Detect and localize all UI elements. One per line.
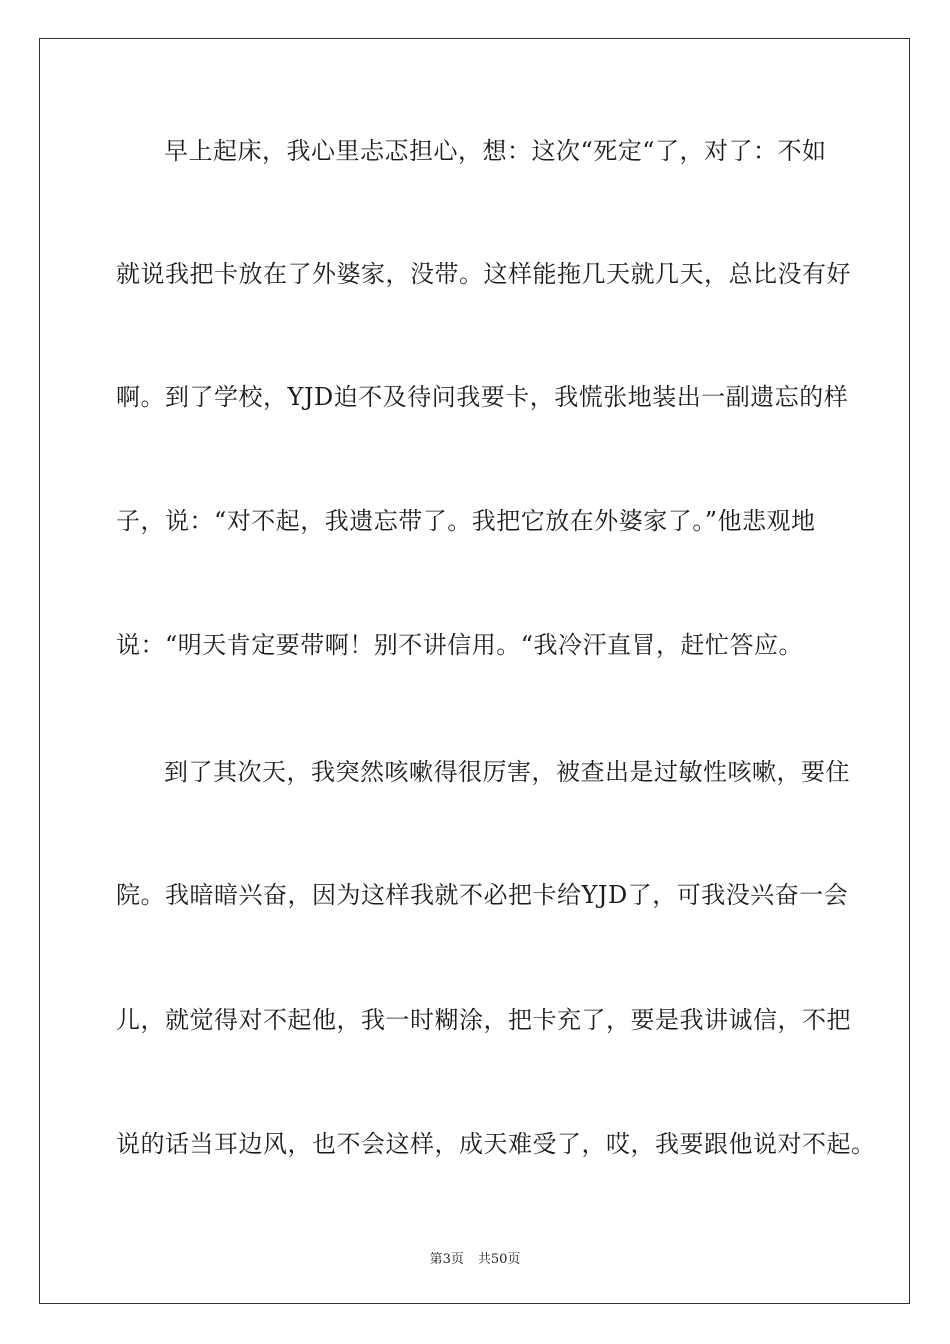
page-footer: [0, 1248, 950, 1267]
page-border: [39, 38, 910, 1304]
text-line-1: 早上起床，我心里忐忑担心，想：这次“死定“了，对了：不如: [164, 137, 827, 165]
text-line-6: 到了其次天，我突然咳嗽得很厉害，被查出是过敏性咳嗽，要住: [164, 758, 850, 786]
text-line-3: 啊。到了学校，YJD迫不及待问我要卡，我慌张地装出一副遗忘的样: [116, 383, 849, 411]
page-total: 共50页: [477, 1252, 521, 1267]
page-number: 第3页: [429, 1252, 464, 1267]
text-line-5: 说：“明天肯定要带啊！别不讲信用。“我冷汗直冒，赶忙答应。: [116, 631, 804, 659]
text-line-8: 儿，就觉得对不起他，我一时糊涂，把卡充了，要是我讲诚信，不把: [116, 1006, 851, 1034]
text-line-7: 院。我暗暗兴奋，因为这样我就不必把卡给YJD了，可我没兴奋一会: [116, 881, 849, 909]
text-line-4: 子，说：“对不起，我遗忘带了。我把它放在外婆家了。”他悲观地: [116, 507, 816, 535]
text-line-2: 就说我把卡放在了外婆家，没带。这样能拖几天就几天，总比没有好: [116, 260, 851, 288]
text-line-9: 说的话当耳边风，也不会这样，成天难受了，哎，我要跟他说对不起。: [116, 1130, 876, 1158]
